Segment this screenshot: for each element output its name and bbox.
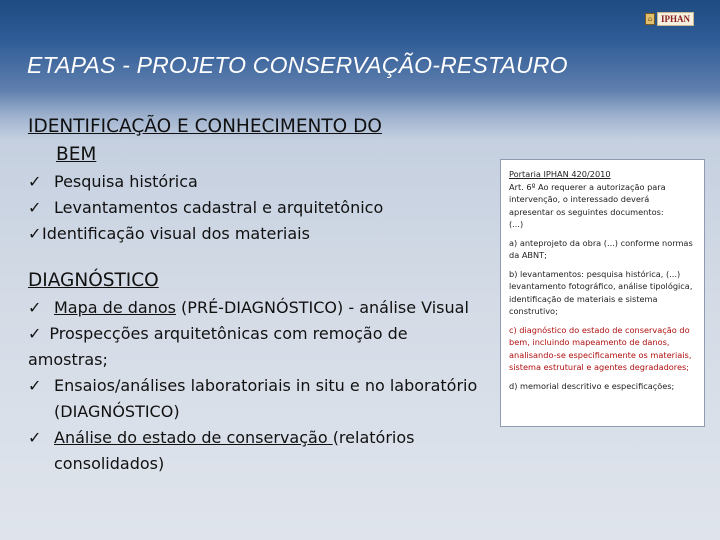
heading-text: DIAGNÓSTICO bbox=[28, 270, 159, 291]
section-heading-identificacao bbox=[28, 113, 483, 169]
portaria-item-b: b) levantamentos: pesquisa histórica, (...) levantamento fotográfico, análise tipológica, identificação de materiais e sistema construtivo; bbox=[509, 268, 693, 316]
portaria-intro-text: Art. 6º Ao requerer a autorização para intervenção, o interessado deverá apresentar os seguintes documentos: bbox=[509, 181, 666, 217]
list-item bbox=[28, 195, 483, 221]
list-item-text: Ensaios/análises laboratoriais in situ e no laboratório (DIAGNÓSTICO) bbox=[54, 376, 478, 421]
list-item-text: Prospecções arquitetônicas com remoção de amostras; bbox=[28, 324, 408, 369]
list-item bbox=[28, 321, 483, 373]
check-mark-icon: ✓ bbox=[28, 428, 42, 447]
spacer bbox=[28, 247, 483, 267]
portaria-ellipsis: (...) bbox=[509, 219, 524, 229]
section-heading-diagnostico bbox=[28, 267, 483, 295]
heading-line-1: IDENTIFICAÇÃO E CONHECIMENTO DO bbox=[28, 116, 382, 137]
iphan-logo bbox=[645, 12, 705, 26]
portaria-title: Portaria IPHAN 420/2010 bbox=[509, 169, 611, 179]
portaria-item-d: d) memorial descritivo e especificações; bbox=[509, 380, 675, 391]
list-item-text: (relatórios consolidados) bbox=[54, 428, 415, 473]
check-mark-icon: ✓ bbox=[28, 324, 42, 343]
list-item bbox=[28, 373, 483, 425]
list-item-text: Pesquisa histórica bbox=[54, 172, 198, 191]
logo-text: IPHAN bbox=[657, 12, 694, 26]
list-item bbox=[28, 295, 483, 321]
check-mark-icon: ✓ bbox=[28, 298, 42, 317]
list-item bbox=[28, 221, 483, 247]
slide-title: ETAPAS - PROJETO CONSERVAÇÃO-RESTAURO bbox=[27, 52, 568, 78]
building-icon: ⌂ bbox=[645, 13, 655, 25]
heading-line-2: BEM bbox=[56, 144, 97, 165]
list-item-text: Levantamentos cadastral e arquitetônico bbox=[54, 198, 384, 217]
list-item-underlined: Mapa de danos bbox=[54, 298, 176, 317]
list-item-underlined: Análise do estado de conservação bbox=[54, 428, 333, 447]
list-item-text: (PRÉ-DIAGNÓSTICO) - análise Visual bbox=[175, 298, 469, 317]
list-item bbox=[28, 169, 483, 195]
portaria-item-a: a) anteprojeto da obra (...) conforme normas da ABNT; bbox=[509, 237, 693, 260]
check-mark-icon: ✓ bbox=[28, 376, 42, 395]
list-item bbox=[28, 425, 483, 477]
portaria-box bbox=[500, 159, 705, 427]
check-mark-icon: ✓ bbox=[28, 224, 42, 243]
portaria-item-c: c) diagnóstico do estado de conservação do bem, incluindo mapeamento de danos, analisando-se especificamente os materiais, sistema estrutural e agentes degradadores; bbox=[509, 324, 692, 372]
portaria-intro bbox=[509, 181, 696, 231]
check-mark-icon: ✓ bbox=[28, 172, 42, 191]
list-item-text: Identificação visual dos materiais bbox=[42, 224, 310, 243]
content-left bbox=[28, 113, 483, 477]
check-mark-icon: ✓ bbox=[28, 198, 42, 217]
